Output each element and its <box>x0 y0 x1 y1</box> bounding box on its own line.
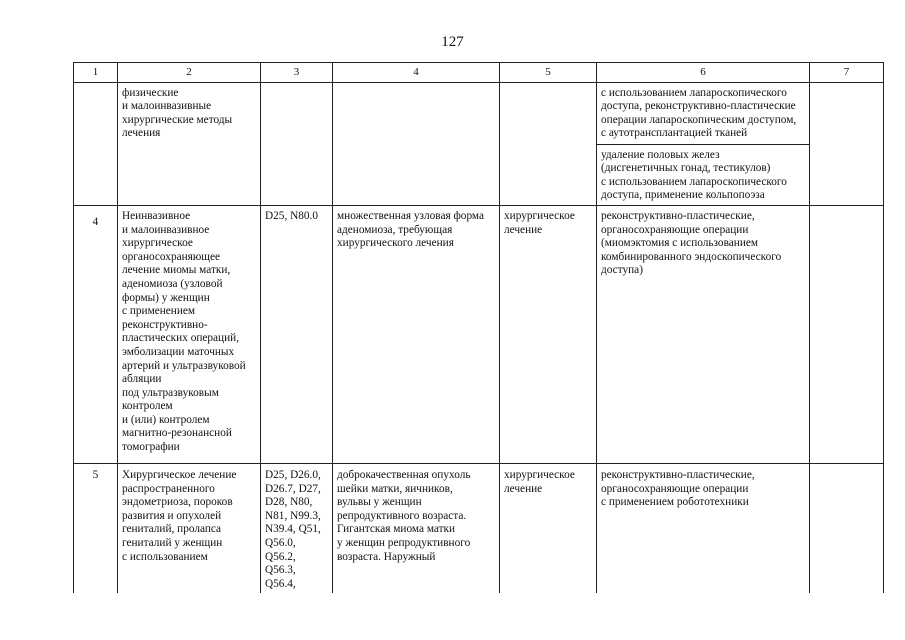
cell-extra <box>810 82 884 205</box>
col-header: 3 <box>261 63 333 83</box>
col-header: 2 <box>118 63 261 83</box>
cell-care-name: Неинвазивное и малоинвазивное хирургическое органосохраняющее лечение миомы матки, аденомиоза (узловой формы) у женщин с применением реконструктивно- пластических операций, эмболизации маточных артерий и ультразвуковой абляции под ультразвуковым контролем и (или) контролем магнитно-резонансной томографии <box>118 205 261 463</box>
cell-codes <box>261 82 333 205</box>
cell-extra <box>810 463 884 593</box>
table-row <box>74 463 884 593</box>
page-number: 127 <box>441 34 464 50</box>
cell-extra <box>810 205 884 463</box>
cell-model: множественная узловая форма аденомиоза, требующая хирургического лечения <box>333 205 500 463</box>
cell-treatment-type <box>500 82 597 205</box>
cell-care-name: физические и малоинвазивные хирургические методы лечения <box>118 82 261 205</box>
table-row <box>74 205 884 463</box>
cell-num <box>74 82 118 205</box>
cell-codes: D25, N80.0 <box>261 205 333 463</box>
col-header: 6 <box>597 63 810 83</box>
cell-codes: D25, D26.0, D26.7, D27, D28, N80, N81, N99.3, N39.4, Q51, Q56.0, Q56.2, Q56.3, Q56.4, <box>261 463 333 593</box>
cell-num: 4 <box>74 205 118 463</box>
cell-treatment-type: хирургическое лечение <box>500 463 597 593</box>
cell-method: удаление половых желез (дисгенетичных гонад, тестикулов) с использованием лапароскопического доступа, применение кольпопоэза <box>597 144 810 205</box>
cell-care-name: Хирургическое лечение распространенного эндометриоза, пороков развития и опухолей гениталий, пролапса гениталий у женщин с использованием <box>118 463 261 593</box>
cell-treatment-type: хирургическое лечение <box>500 205 597 463</box>
table-row <box>74 82 884 144</box>
table-header-row <box>74 63 884 83</box>
cell-model <box>333 82 500 205</box>
col-header: 7 <box>810 63 884 83</box>
col-header: 4 <box>333 63 500 83</box>
cell-method: с использованием лапароскопического доступа, реконструктивно-пластические операции лапароскопическим доступом, с аутотрансплантацией тканей <box>597 82 810 144</box>
cell-method: реконструктивно-пластические, органосохраняющие операции с применением робототехники <box>597 463 810 593</box>
col-header: 5 <box>500 63 597 83</box>
col-header: 1 <box>74 63 118 83</box>
cell-num: 5 <box>74 463 118 593</box>
cell-method: реконструктивно-пластические, органосохраняющие операции (миомэктомия с использованием комбинированного эндоскопического доступа) <box>597 205 810 463</box>
medical-care-table <box>73 62 884 593</box>
cell-model: доброкачественная опухоль шейки матки, яичников, вульвы у женщин репродуктивного возраста. Гигантская миома матки у женщин репродуктивного возраста. Наружный <box>333 463 500 593</box>
